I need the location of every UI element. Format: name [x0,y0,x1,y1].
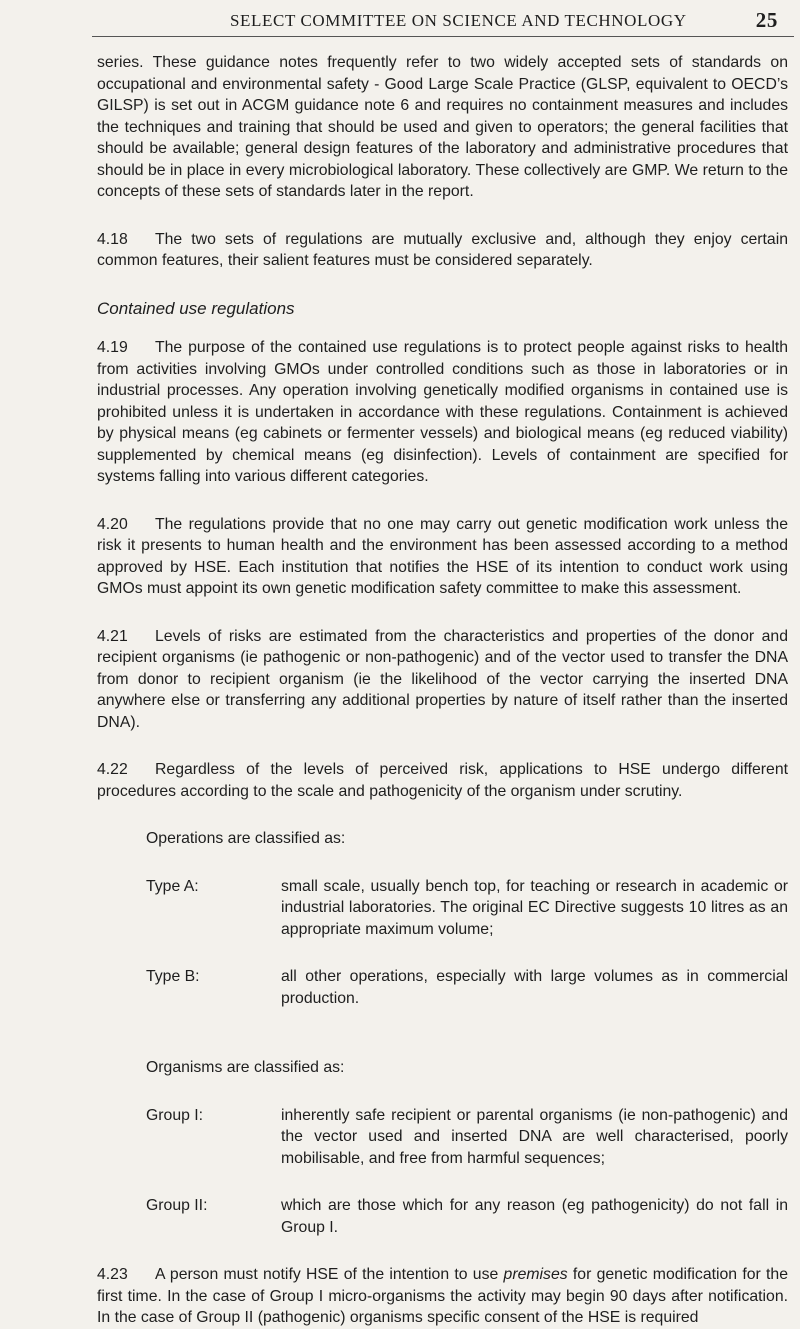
definition-term: Type A: [146,877,199,895]
definition-description: all other operations, especially with large volumes as in commercial production. [281,968,788,1007]
paragraph-number: 4.18 [97,230,128,248]
definition-item [97,966,788,1009]
organisms-intro: Organisms are classified as: [146,1059,345,1076]
definition-item [97,1195,788,1238]
paragraph-number: 4.22 [97,761,128,778]
paragraph-4-23 [97,1264,788,1329]
definition-term: Type B: [146,968,200,985]
definition-term: Group II: [146,1197,208,1214]
paragraph-text: The two sets of regulations are mutually exclusive and, although they enjoy certain common features, their salient features must be considered separately. [97,230,788,269]
paragraph-4-22 [97,759,788,802]
paragraph-number: 4.20 [97,515,128,533]
definition-description: small scale, usually bench top, for teaching or research in academic or industrial laboratories. The original EC Directive suggests 10 litres as an appropriate maximum volume; [281,877,788,938]
paragraph-intro: series. These guidance notes frequently refer to two widely accepted sets of standards on occupational and environmental safety - Good Large Scale Practice (GLSP, equivalent to OECD’s GILSP) is set out in ACGM guidance note 6 and requires no containment measures and includes the techniques and training that should be used and given to operators; the general facilities that should be available; general design features of the laboratory and administrative procedures that should be in place in every microbiological laboratory. These collectively are GMP. We return to the concepts of these sets of standards later in the report. [97,54,788,200]
paragraph-text-start: A person must notify HSE of the intention to use [155,1266,504,1283]
paragraph-number: 4.21 [97,627,128,645]
paragraph-4-21 [97,626,788,734]
header-rule [92,36,794,37]
body-text [97,52,788,1329]
paragraph-text: Regardless of the levels of perceived risk, applications to HSE undergo different procedures according to the scale and pathogenicity of the organism under scrutiny. [97,761,788,800]
paragraph-text: The regulations provide that no one may carry out genetic modification work unless the risk it presents to human health and the environment has been assessed according to a method approved by HSE. Each institution that notifies the HSE of its intention to conduct work using GMOs must appoint its own genetic modification safety committee to make this assessment. [97,515,788,597]
paragraph-4-20 [97,514,788,600]
paragraph-4-18 [97,229,788,272]
paragraph-text: The purpose of the contained use regulations is to protect people against risks to health from activities involving GMOs under controlled conditions such as those in laboratories or in industrial processes. Any operation involving genetically modified organisms in contained use is prohibited unless it is undertaken in accordance with these regulations. Containment is achieved by physical means (eg cabinets or fermenter vessels) and biological means (eg reduced viability) supplemented by chemical means (eg disinfection). Levels of containment are specified for systems falling into various different categories. [97,339,788,485]
paragraph-number: 4.19 [97,339,128,356]
paragraph-number: 4.23 [97,1266,128,1283]
operations-intro: Operations are classified as: [146,830,346,847]
definition-item [97,876,788,941]
section-heading: Contained use regulations [97,298,295,318]
paragraph-text-end: for genetic modification for the first time. In the case of Group I micro-organisms the activity may begin 90 days after notification. In the case of Group II (pathogenic) organisms specific consent of the HSE is required [97,1266,788,1326]
definition-description: which are those which for any reason (eg pathogenicity) do not fall in Group I. [281,1197,788,1236]
header-title: SELECT COMMITTEE ON SCIENCE AND TECHNOLOGY [230,11,687,30]
emphasis-text: premises [503,1266,568,1283]
page-number: 25 [755,8,778,32]
paragraph-4-19 [97,337,788,488]
definition-term: Group I: [146,1106,204,1124]
paragraph-text: Levels of risks are estimated from the characteristics and properties of the donor and recipient organisms (ie pathogenic or non-pathogenic) and of the vector used to transfer the DNA from donor to recipient organism (ie the likelihood of the vector carrying the inserted DNA anywhere else or transferring any additional properties by nature of itself rather than the inserted DNA). [97,627,788,731]
definition-item [97,1105,788,1170]
definition-description: inherently safe recipient or parental organisms (ie non-pathogenic) and the vector used and inserted DNA are well characterised, poorly mobilisable, and free from harmful sequences; [281,1106,788,1167]
